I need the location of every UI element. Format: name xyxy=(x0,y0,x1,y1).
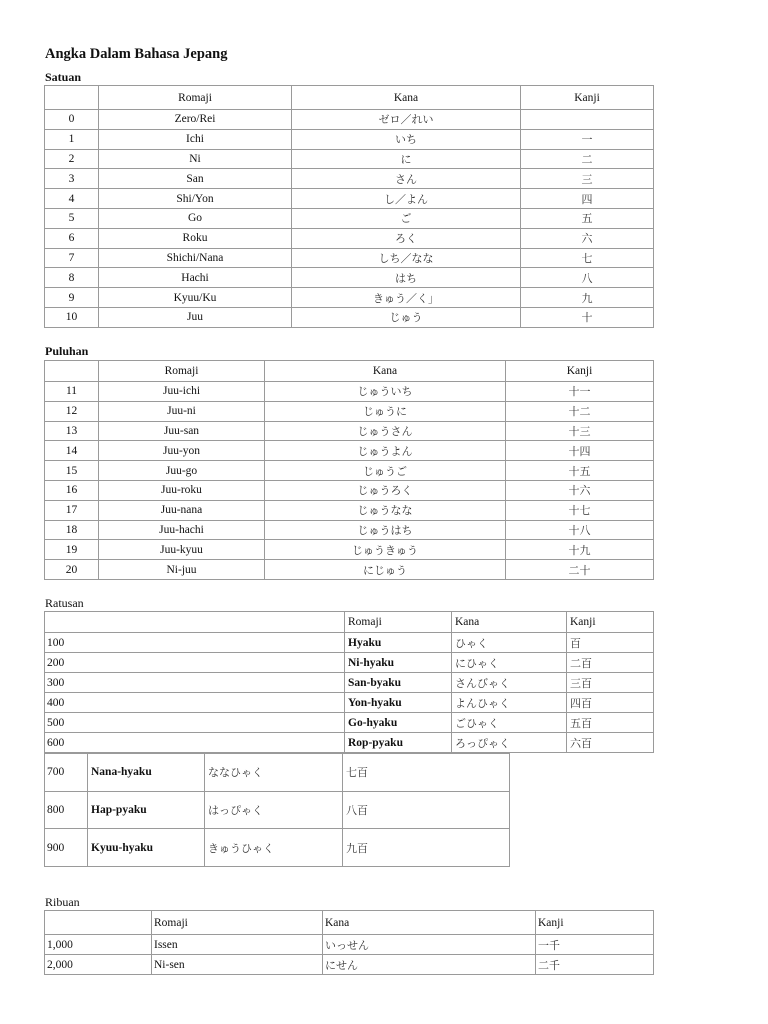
kana-cell: じゅうはち xyxy=(265,520,506,540)
number-cell: 10 xyxy=(45,307,99,327)
kanji-cell: 六百 xyxy=(567,733,654,753)
number-cell: 2,000 xyxy=(45,955,152,975)
kanji-cell: 十四 xyxy=(506,441,654,461)
number-cell: 1,000 xyxy=(45,935,152,955)
kana-cell: じゅうさん xyxy=(265,421,506,441)
header-number-cell xyxy=(45,361,99,382)
table-ribuan xyxy=(44,910,654,975)
header-number-cell xyxy=(45,911,152,935)
header-kana-cell: Kana xyxy=(265,361,506,382)
table-ratusan-continued xyxy=(44,753,510,867)
kanji-cell: 十 xyxy=(521,307,654,327)
number-cell: 300 xyxy=(45,673,345,693)
kana-cell: じゅうよん xyxy=(265,441,506,461)
table-row xyxy=(45,693,654,713)
table-row xyxy=(45,189,654,209)
kanji-cell: 九百 xyxy=(343,829,510,867)
kana-cell: さんびゃく xyxy=(452,673,567,693)
romaji-cell: Go xyxy=(99,208,292,228)
kana-cell: ゼロ／れい xyxy=(292,110,521,130)
romaji-cell: Rop-pyaku xyxy=(345,733,452,753)
section-label-satuan: Satuan xyxy=(45,70,82,84)
number-cell: 900 xyxy=(45,829,88,867)
table-header-row xyxy=(45,361,654,382)
romaji-cell: Juu xyxy=(99,307,292,327)
kanji-cell: 八 xyxy=(521,268,654,288)
romaji-cell: Juu-kyuu xyxy=(99,540,265,560)
number-cell: 19 xyxy=(45,540,99,560)
romaji-cell: Juu-hachi xyxy=(99,520,265,540)
romaji-cell: Hachi xyxy=(99,268,292,288)
romaji-cell: San-byaku xyxy=(345,673,452,693)
kanji-cell: 三 xyxy=(521,169,654,189)
kanji-cell: 十一 xyxy=(506,382,654,402)
table-ratusan xyxy=(44,611,654,753)
table-row xyxy=(45,500,654,520)
header-number-cell xyxy=(45,86,99,110)
romaji-cell: Go-hyaku xyxy=(345,713,452,733)
kanji-cell: 四百 xyxy=(567,693,654,713)
table-row xyxy=(45,248,654,268)
number-cell: 20 xyxy=(45,560,99,580)
header-kanji-cell: Kanji xyxy=(536,911,654,935)
section-label-ratusan: Ratusan xyxy=(45,596,84,610)
table-row xyxy=(45,401,654,421)
romaji-cell: Ni xyxy=(99,149,292,169)
table-row xyxy=(45,540,654,560)
romaji-cell: Shi/Yon xyxy=(99,189,292,209)
kana-cell: きゅう／く」 xyxy=(292,288,521,308)
kanji-cell: 五百 xyxy=(567,713,654,733)
romaji-cell: Ni-juu xyxy=(99,560,265,580)
romaji-cell: Kyuu/Ku xyxy=(99,288,292,308)
table-row xyxy=(45,791,510,829)
table-row xyxy=(45,829,510,867)
header-romaji-cell: Romaji xyxy=(99,361,265,382)
kana-cell: ろく xyxy=(292,228,521,248)
document-title: Angka Dalam Bahasa Jepang xyxy=(45,46,228,62)
kanji-cell: 九 xyxy=(521,288,654,308)
kana-cell: じゅうに xyxy=(265,401,506,421)
kanji-cell: 二十 xyxy=(506,560,654,580)
kanji-cell: 二千 xyxy=(536,955,654,975)
table-satuan xyxy=(44,85,654,328)
table-row xyxy=(45,228,654,248)
header-kana-cell: Kana xyxy=(323,911,536,935)
romaji-cell: San xyxy=(99,169,292,189)
kanji-cell xyxy=(521,110,654,130)
kana-cell: じゅうご xyxy=(265,461,506,481)
kana-cell: いっせん xyxy=(323,935,536,955)
number-cell: 15 xyxy=(45,461,99,481)
kana-cell: よんひゃく xyxy=(452,693,567,713)
number-cell: 0 xyxy=(45,110,99,130)
number-cell: 6 xyxy=(45,228,99,248)
romaji-cell: Roku xyxy=(99,228,292,248)
number-cell: 100 xyxy=(45,633,345,653)
kanji-cell: 二 xyxy=(521,149,654,169)
kanji-cell: 十三 xyxy=(506,421,654,441)
header-romaji-cell: Romaji xyxy=(152,911,323,935)
number-cell: 400 xyxy=(45,693,345,713)
romaji-cell: Ichi xyxy=(99,129,292,149)
romaji-cell: Juu-ni xyxy=(99,401,265,421)
kanji-cell: 三百 xyxy=(567,673,654,693)
kana-cell: きゅうひゃく xyxy=(205,829,343,867)
number-cell: 17 xyxy=(45,500,99,520)
kana-cell: はち xyxy=(292,268,521,288)
romaji-cell: Juu-roku xyxy=(99,480,265,500)
header-number-cell xyxy=(45,612,345,633)
kana-cell: ひゃく xyxy=(452,633,567,653)
kana-cell: じゅうきゅう xyxy=(265,540,506,560)
kanji-cell: 十二 xyxy=(506,401,654,421)
kana-cell: し／よん xyxy=(292,189,521,209)
kana-cell: じゅうなな xyxy=(265,500,506,520)
romaji-cell: Zero/Rei xyxy=(99,110,292,130)
number-cell: 200 xyxy=(45,653,345,673)
kanji-cell: 五 xyxy=(521,208,654,228)
table-row xyxy=(45,633,654,653)
romaji-cell: Juu-ichi xyxy=(99,382,265,402)
romaji-cell: Juu-yon xyxy=(99,441,265,461)
kana-cell: いち xyxy=(292,129,521,149)
number-cell: 1 xyxy=(45,129,99,149)
number-cell: 2 xyxy=(45,149,99,169)
kanji-cell: 十八 xyxy=(506,520,654,540)
table-row xyxy=(45,653,654,673)
kanji-cell: 十五 xyxy=(506,461,654,481)
number-cell: 5 xyxy=(45,208,99,228)
number-cell: 18 xyxy=(45,520,99,540)
table-row xyxy=(45,441,654,461)
table-row xyxy=(45,955,654,975)
kana-cell: にじゅう xyxy=(265,560,506,580)
table-row xyxy=(45,733,654,753)
kana-cell: さん xyxy=(292,169,521,189)
table-puluhan xyxy=(44,360,654,580)
romaji-cell: Ni-sen xyxy=(152,955,323,975)
section-label-puluhan: Puluhan xyxy=(45,344,89,358)
number-cell: 12 xyxy=(45,401,99,421)
number-cell: 700 xyxy=(45,754,88,792)
romaji-cell: Nana-hyaku xyxy=(88,754,205,792)
romaji-cell: Yon-hyaku xyxy=(345,693,452,713)
romaji-cell: Shichi/Nana xyxy=(99,248,292,268)
kana-cell: じゅう xyxy=(292,307,521,327)
table-row xyxy=(45,110,654,130)
number-cell: 14 xyxy=(45,441,99,461)
kanji-cell: 一千 xyxy=(536,935,654,955)
romaji-cell: Hap-pyaku xyxy=(88,791,205,829)
header-kanji-cell: Kanji xyxy=(506,361,654,382)
table-row xyxy=(45,673,654,693)
header-kanji-cell: Kanji xyxy=(521,86,654,110)
kanji-cell: 一 xyxy=(521,129,654,149)
header-kana-cell: Kana xyxy=(452,612,567,633)
table-row xyxy=(45,560,654,580)
header-romaji-cell: Romaji xyxy=(99,86,292,110)
table-row xyxy=(45,382,654,402)
table-row xyxy=(45,713,654,733)
number-cell: 13 xyxy=(45,421,99,441)
number-cell: 8 xyxy=(45,268,99,288)
table-row xyxy=(45,208,654,228)
table-row xyxy=(45,149,654,169)
number-cell: 4 xyxy=(45,189,99,209)
table-row xyxy=(45,461,654,481)
kana-cell: はっぴゃく xyxy=(205,791,343,829)
number-cell: 500 xyxy=(45,713,345,733)
number-cell: 9 xyxy=(45,288,99,308)
table-row xyxy=(45,288,654,308)
romaji-cell: Hyaku xyxy=(345,633,452,653)
kanji-cell: 十六 xyxy=(506,480,654,500)
kanji-cell: 四 xyxy=(521,189,654,209)
kanji-cell: 二百 xyxy=(567,653,654,673)
kanji-cell: 十七 xyxy=(506,500,654,520)
romaji-cell: Juu-nana xyxy=(99,500,265,520)
romaji-cell: Kyuu-hyaku xyxy=(88,829,205,867)
table-row xyxy=(45,268,654,288)
header-kanji-cell: Kanji xyxy=(567,612,654,633)
table-row xyxy=(45,935,654,955)
number-cell: 800 xyxy=(45,791,88,829)
romaji-cell: Juu-san xyxy=(99,421,265,441)
kanji-cell: 七 xyxy=(521,248,654,268)
kanji-cell: 十九 xyxy=(506,540,654,560)
romaji-cell: Ni-hyaku xyxy=(345,653,452,673)
kana-cell: ご xyxy=(292,208,521,228)
number-cell: 16 xyxy=(45,480,99,500)
table-row xyxy=(45,307,654,327)
romaji-cell: Juu-go xyxy=(99,461,265,481)
kana-cell: じゅういち xyxy=(265,382,506,402)
table-row xyxy=(45,169,654,189)
kana-cell: ななひゃく xyxy=(205,754,343,792)
kana-cell: じゅうろく xyxy=(265,480,506,500)
kana-cell: にせん xyxy=(323,955,536,975)
header-romaji-cell: Romaji xyxy=(345,612,452,633)
table-header-row xyxy=(45,612,654,633)
kanji-cell: 八百 xyxy=(343,791,510,829)
kanji-cell: 七百 xyxy=(343,754,510,792)
table-row xyxy=(45,754,510,792)
number-cell: 11 xyxy=(45,382,99,402)
table-row xyxy=(45,129,654,149)
section-label-ribuan: Ribuan xyxy=(45,895,80,909)
kana-cell: にひゃく xyxy=(452,653,567,673)
table-row xyxy=(45,480,654,500)
number-cell: 600 xyxy=(45,733,345,753)
kana-cell: しち／なな xyxy=(292,248,521,268)
kana-cell: ごひゃく xyxy=(452,713,567,733)
kana-cell: ろっぴゃく xyxy=(452,733,567,753)
romaji-cell: Issen xyxy=(152,935,323,955)
table-header-row xyxy=(45,911,654,935)
header-kana-cell: Kana xyxy=(292,86,521,110)
table-row xyxy=(45,520,654,540)
table-header-row xyxy=(45,86,654,110)
kanji-cell: 百 xyxy=(567,633,654,653)
number-cell: 7 xyxy=(45,248,99,268)
kanji-cell: 六 xyxy=(521,228,654,248)
number-cell: 3 xyxy=(45,169,99,189)
kana-cell: に xyxy=(292,149,521,169)
table-row xyxy=(45,421,654,441)
